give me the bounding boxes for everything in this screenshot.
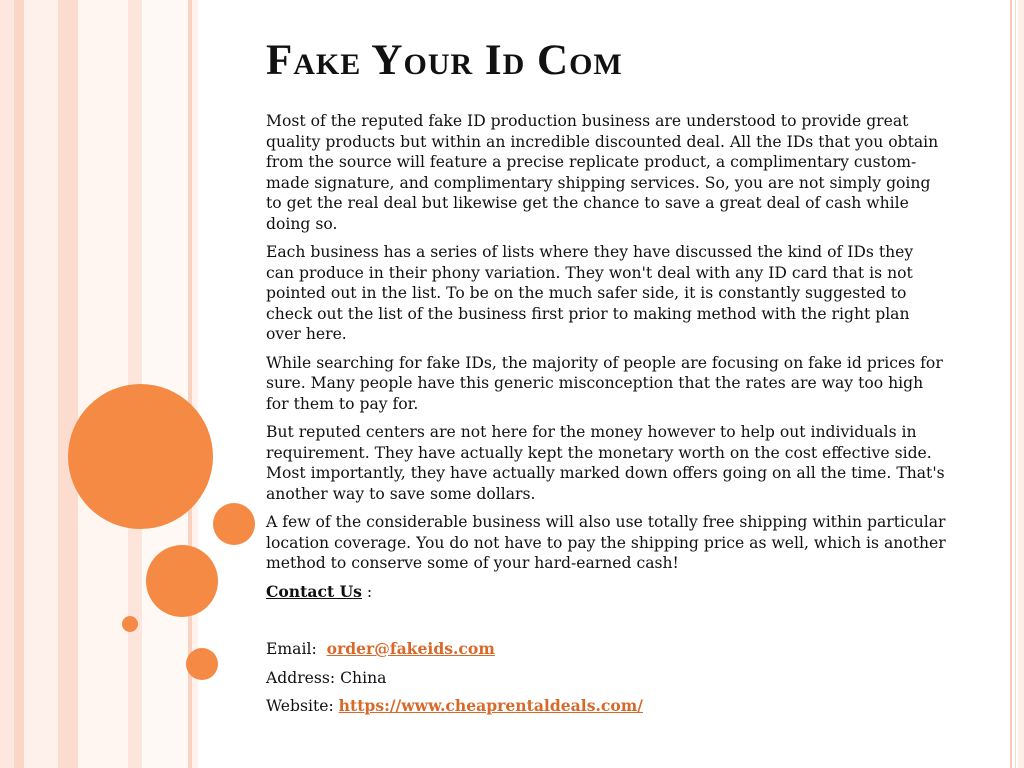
paragraph-1: Most of the reputed fake ID production business are understood to provide great quality products but within an incredible discounted deal. All the IDs that you obtain from the source will feature a precise replicate product, a complimentary custom-made signature, and complimentary shipping services. So, you are not simply going to get the real deal but likewise get the chance to save a great deal of cash while doing so. (266, 112, 939, 233)
left-stripe (78, 0, 128, 768)
right-border-line (1010, 0, 1012, 768)
left-stripe (0, 0, 14, 768)
left-stripe (58, 0, 78, 768)
contact-heading: Contact Us (266, 581, 362, 601)
address-line (266, 668, 946, 689)
website-label: Website: (266, 697, 339, 715)
spacer (266, 610, 946, 639)
email-label: Email: (266, 640, 327, 658)
decorative-circle-small (213, 503, 255, 545)
contact-colon: : (361, 582, 373, 601)
right-border-line (1015, 0, 1016, 768)
paragraph-5: A few of the considerable business will also use totally free shipping within particular location coverage. You do not have to pay the shipping price as well, which is another method to conserve some of your hard-earned cash! (266, 513, 946, 572)
paragraph-2: Each business has a series of lists where they have discussed the kind of IDs they can produce in their phony variation. They won't deal with any ID card that is not pointed out in the list. To be on the much safer side, it is constantly suggested to check out the list of the business first prior to making method with the right plan over here. (266, 243, 914, 343)
address-label: Address: (266, 668, 341, 687)
paragraph-3: While searching for fake IDs, the majority of people are focusing on fake id prices for sure. Many people have this generic misconception that the rates are way too high for them to pay for. (266, 353, 943, 413)
slide-title: Fake Your Id Com (266, 37, 623, 84)
email-line (266, 639, 946, 660)
paragraph-4: But reputed centers are not here for the money however to help out individuals in requirement. They have actually kept the monetary worth on the cost effective side. Most importantly, they have actually marked down offers going on all the time. That's another way to save some dollars. (266, 423, 945, 503)
left-stripe (24, 0, 58, 768)
address-value: China (340, 668, 387, 687)
website-link[interactable]: https://www.cheaprentaldeals.com/ (338, 696, 643, 715)
website-line (266, 696, 946, 717)
right-border-line (1018, 0, 1024, 768)
decorative-circle-medium (146, 545, 218, 617)
decorative-circle-tiny (122, 616, 138, 632)
email-link[interactable]: order@fakeids.com (326, 639, 495, 658)
slide-content (266, 36, 946, 725)
decorative-circle-small (186, 648, 218, 680)
left-stripe (14, 0, 24, 768)
contact-heading-line (266, 582, 946, 603)
decorative-circle-large (68, 384, 213, 529)
